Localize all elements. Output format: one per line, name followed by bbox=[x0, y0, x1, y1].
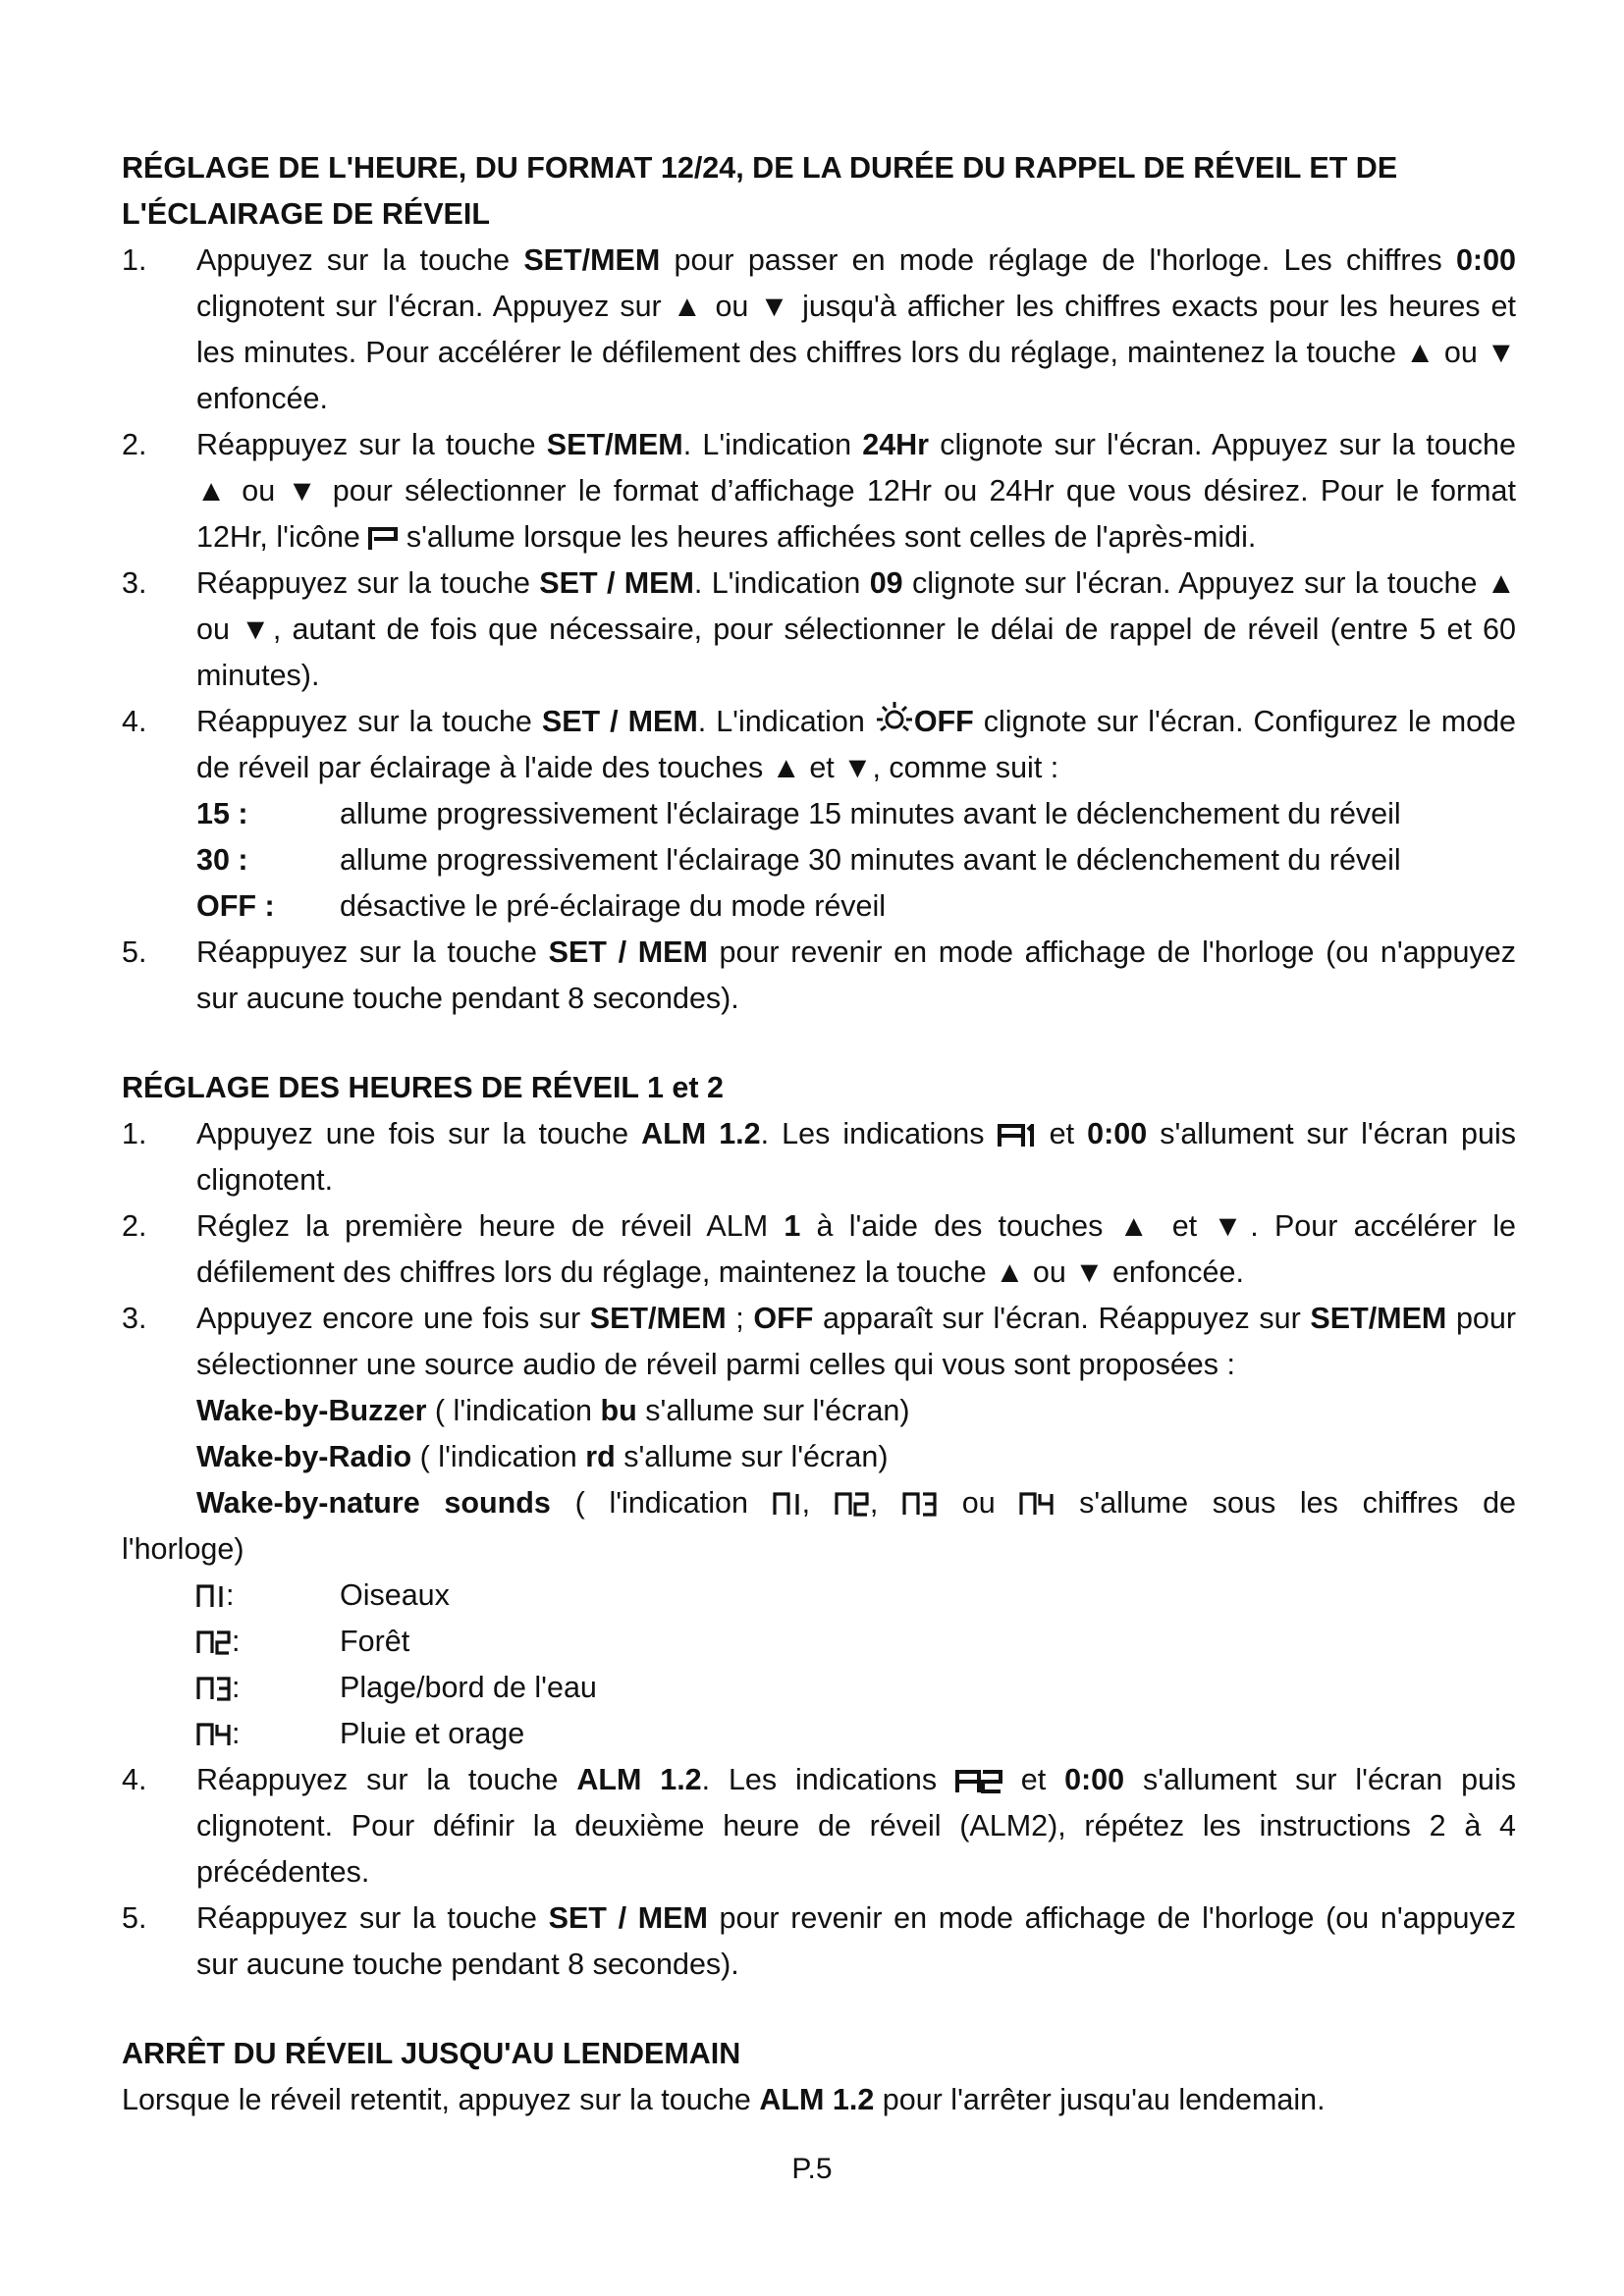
section-title-alarm-off: ARRÊT DU RÉVEIL JUSQU'AU LENDEMAIN bbox=[122, 2037, 741, 2070]
step-number: 5. bbox=[122, 1901, 147, 1935]
option-text: allume progressivement l'éclairage 15 minutes avant le déclenchement du réveil bbox=[340, 797, 1401, 830]
display-value: 0:00 bbox=[1064, 1763, 1125, 1796]
step-text: ( l'indication bbox=[426, 1394, 601, 1427]
step-number: 1. bbox=[122, 243, 147, 277]
option-key bbox=[196, 1665, 340, 1711]
step-text: Réappuyez sur la touche bbox=[196, 1763, 577, 1796]
step-number: 1. bbox=[122, 1117, 147, 1150]
option-colon: : bbox=[226, 1578, 235, 1612]
step-number: 2. bbox=[122, 1209, 147, 1243]
clock-settings-steps bbox=[122, 238, 1516, 1022]
wake-nature-line bbox=[122, 1480, 1516, 1573]
option-key bbox=[196, 1619, 340, 1665]
step-text: Réappuyez sur la touche bbox=[196, 428, 547, 461]
step-text: . L'indication bbox=[697, 705, 875, 738]
alarm1-a1-icon bbox=[998, 1124, 1037, 1148]
option-text: Pluie et orage bbox=[340, 1717, 525, 1750]
nature-n4-icon bbox=[196, 1722, 232, 1747]
step-text: Appuyez une fois sur la touche bbox=[196, 1117, 642, 1150]
step-text: . L'indication bbox=[693, 566, 870, 600]
step-text: Réappuyez sur la touche bbox=[196, 935, 549, 969]
step-item bbox=[122, 1203, 1516, 1296]
nature-n1-icon bbox=[196, 1583, 226, 1609]
step-text: s'allume sous les chiffres de l'horloge) bbox=[122, 1486, 1517, 1566]
page-number: P.5 bbox=[791, 2153, 833, 2185]
option-key: OFF : bbox=[196, 889, 275, 923]
display-value: OFF bbox=[753, 1302, 814, 1335]
display-value: rd bbox=[585, 1440, 616, 1473]
step-text: Réglez la première heure de réveil ALM bbox=[196, 1209, 785, 1243]
step-text: . Les indications bbox=[760, 1117, 998, 1150]
key-name: ALM 1.2 bbox=[641, 1117, 761, 1150]
option-key: 30 : bbox=[196, 843, 248, 877]
step-text: s'allume lorsque les heures affichées sont celles de l'après-midi. bbox=[398, 520, 1257, 554]
option-text: désactive le pré-éclairage du mode réveil bbox=[340, 889, 887, 923]
wake-radio-line bbox=[196, 1434, 1516, 1480]
step-text: . Les indications bbox=[701, 1763, 955, 1796]
section-title-clock-settings bbox=[122, 145, 1516, 238]
step-text: Appuyez encore une fois sur bbox=[196, 1302, 590, 1335]
step-text: Appuyez sur la touche bbox=[196, 243, 524, 277]
light-option-15 bbox=[196, 791, 1516, 837]
key-name: SET / MEM bbox=[541, 705, 698, 738]
display-value: 09 bbox=[869, 566, 903, 600]
step-text: pour passer en mode réglage de l'horloge. Les chiffres bbox=[660, 243, 1456, 277]
key-name: SET/MEM bbox=[1310, 1302, 1447, 1335]
sound-option-n3 bbox=[196, 1665, 1516, 1711]
step-text: clignotent sur l'écran. Appuyez sur ▲ ou ▼ jusqu'à afficher les chiffres exacts pour les heures et les minutes. Pour accélérer le défilement des chiffres lors du réglage, maintenez la touche ▲ ou ▼ enfoncée. bbox=[196, 290, 1516, 415]
step-text: s'allume sur l'écran) bbox=[636, 1394, 910, 1427]
display-value: 0:00 bbox=[1455, 243, 1516, 277]
option-colon: : bbox=[232, 1625, 241, 1658]
nature-n1-icon bbox=[773, 1491, 802, 1517]
step-number: 3. bbox=[122, 1302, 147, 1335]
step-text: pour revenir en mode affichage de l'horloge (ou n'appuyez sur aucune touche pendant 8 secondes). bbox=[196, 1901, 1516, 1981]
display-value: 1 bbox=[784, 1209, 801, 1243]
step-text: s'allument sur l'écran puis clignotent. Pour définir la deuxième heure de réveil (ALM2), répétez les instructions 2 à 4 précédentes. bbox=[196, 1763, 1517, 1889]
pm-indicator-icon bbox=[368, 527, 398, 551]
option-text: Oiseaux bbox=[340, 1578, 450, 1612]
step-item bbox=[122, 561, 1516, 699]
option-text: Plage/bord de l'eau bbox=[340, 1671, 597, 1704]
step-text: clignote sur l'écran. Appuyez sur la touche ▲ ou ▼ pour sélectionner le format d’affichage 12Hr ou 24Hr que vous désirez. Pour le format 12Hr, l'icône bbox=[196, 428, 1516, 554]
nature-n3-icon bbox=[196, 1676, 232, 1701]
wake-mode-name: Wake-by-Radio bbox=[196, 1440, 412, 1473]
key-name: SET / MEM bbox=[548, 935, 708, 969]
option-text: allume progressivement l'éclairage 30 minutes avant le déclenchement du réveil bbox=[340, 843, 1401, 877]
step-text: Réappuyez sur la touche bbox=[196, 705, 542, 738]
paragraph-text: Lorsque le réveil retentit, appuyez sur la touche bbox=[122, 2083, 760, 2116]
step-item bbox=[122, 238, 1516, 422]
display-value: bu bbox=[600, 1394, 637, 1427]
option-text: Forêt bbox=[340, 1625, 410, 1658]
nature-sounds-list bbox=[122, 1573, 1516, 1757]
section-title-line: RÉGLAGE DE L'HEURE, DU FORMAT 12/24, DE LA DURÉE DU RAPPEL DE RÉVEIL ET DE bbox=[122, 151, 1398, 185]
option-colon: : bbox=[232, 1671, 241, 1704]
light-sun-icon bbox=[875, 700, 914, 733]
manual-page bbox=[122, 145, 1516, 2123]
nature-n2-icon bbox=[196, 1629, 232, 1655]
alarm2-a2-icon bbox=[955, 1770, 1002, 1793]
wake-mode-name: Wake-by-Buzzer bbox=[196, 1394, 427, 1427]
step-text: s'allume sur l'écran) bbox=[615, 1440, 889, 1473]
step-text: s'allument sur l'écran puis clignotent. bbox=[196, 1117, 1517, 1197]
nature-n3-icon bbox=[902, 1491, 938, 1517]
nature-n2-icon bbox=[835, 1491, 870, 1517]
step-text: ; bbox=[726, 1302, 754, 1335]
light-option-30 bbox=[196, 837, 1516, 883]
alarm-settings-steps bbox=[122, 1111, 1516, 1480]
step-text: pour revenir en mode affichage de l'horloge (ou n'appuyez sur aucune touche pendant 8 secondes). bbox=[196, 935, 1516, 1015]
key-name: ALM 1.2 bbox=[576, 1763, 702, 1796]
display-value: 24Hr bbox=[862, 428, 930, 461]
step-number: 2. bbox=[122, 428, 147, 461]
step-item bbox=[122, 699, 1516, 930]
key-name: SET/MEM bbox=[546, 428, 683, 461]
step-number: 5. bbox=[122, 935, 147, 969]
section-title-alarm-settings: RÉGLAGE DES HEURES DE RÉVEIL 1 et 2 bbox=[122, 1071, 724, 1104]
wake-mode-name: Wake-by-nature sounds bbox=[196, 1486, 551, 1520]
option-key bbox=[196, 1573, 340, 1619]
key-name: ALM 1.2 bbox=[759, 2083, 875, 2116]
step-text: Réappuyez sur la touche bbox=[196, 566, 540, 600]
step-text: et bbox=[1001, 1763, 1065, 1796]
section-title-line: L'ÉCLAIRAGE DE RÉVEIL bbox=[122, 197, 490, 231]
nature-n4-icon bbox=[1019, 1491, 1055, 1517]
step-text: ( l'indication bbox=[550, 1486, 773, 1520]
key-name: SET / MEM bbox=[539, 566, 694, 600]
step-item bbox=[122, 930, 1516, 1022]
step-text: , bbox=[869, 1486, 903, 1520]
step-text: à l'aide des touches ▲ et ▼. Pour accélérer le défilement des chiffres lors du réglage, maintenez la touche ▲ ou ▼ enfoncée. bbox=[196, 1209, 1516, 1289]
step-item bbox=[122, 1757, 1516, 1896]
step-item bbox=[122, 1896, 1516, 1988]
step-number: 3. bbox=[122, 566, 147, 600]
step-text: clignote sur l'écran. Configurez le mode de réveil par éclairage à l'aide des touches ▲ et ▼, comme suit : bbox=[196, 705, 1516, 784]
sound-option-n2 bbox=[196, 1619, 1516, 1665]
step-item bbox=[122, 422, 1516, 561]
paragraph-text: pour l'arrêter jusqu'au lendemain. bbox=[874, 2083, 1326, 2116]
display-value: OFF bbox=[913, 705, 974, 738]
wake-buzzer-line bbox=[196, 1388, 1516, 1434]
light-option-off bbox=[196, 883, 1516, 930]
step-number: 4. bbox=[122, 705, 147, 738]
alarm-off-paragraph bbox=[122, 2077, 1516, 2123]
option-key: 15 : bbox=[196, 797, 248, 830]
key-name: SET/MEM bbox=[523, 243, 661, 277]
step-text: pour sélectionner une source audio de réveil parmi celles qui vous sont proposées : bbox=[196, 1302, 1516, 1381]
step-text: ou bbox=[938, 1486, 1020, 1520]
key-name: SET/MEM bbox=[589, 1302, 727, 1335]
option-colon: : bbox=[232, 1717, 241, 1750]
step-text: . L'indication bbox=[682, 428, 863, 461]
step-text: Réappuyez sur la touche bbox=[196, 1901, 549, 1935]
step-item bbox=[122, 1296, 1516, 1480]
sound-option-n4 bbox=[196, 1711, 1516, 1757]
key-name: SET / MEM bbox=[548, 1901, 708, 1935]
step-text: ( l'indication bbox=[411, 1440, 586, 1473]
step-text: , bbox=[801, 1486, 835, 1520]
step-item bbox=[122, 1111, 1516, 1203]
step-text: et bbox=[1036, 1117, 1088, 1150]
display-value: 0:00 bbox=[1087, 1117, 1148, 1150]
sound-option-n1 bbox=[196, 1573, 1516, 1619]
alarm-settings-steps-cont bbox=[122, 1757, 1516, 1988]
option-key bbox=[196, 1711, 340, 1757]
step-text: apparaît sur l'écran. Réappuyez sur bbox=[813, 1302, 1311, 1335]
step-text: clignote sur l'écran. Appuyez sur la touche ▲ ou ▼, autant de fois que nécessaire, pour sélectionner le délai de rappel de réveil (entre 5 et 60 minutes). bbox=[196, 566, 1516, 692]
step-number: 4. bbox=[122, 1763, 147, 1796]
